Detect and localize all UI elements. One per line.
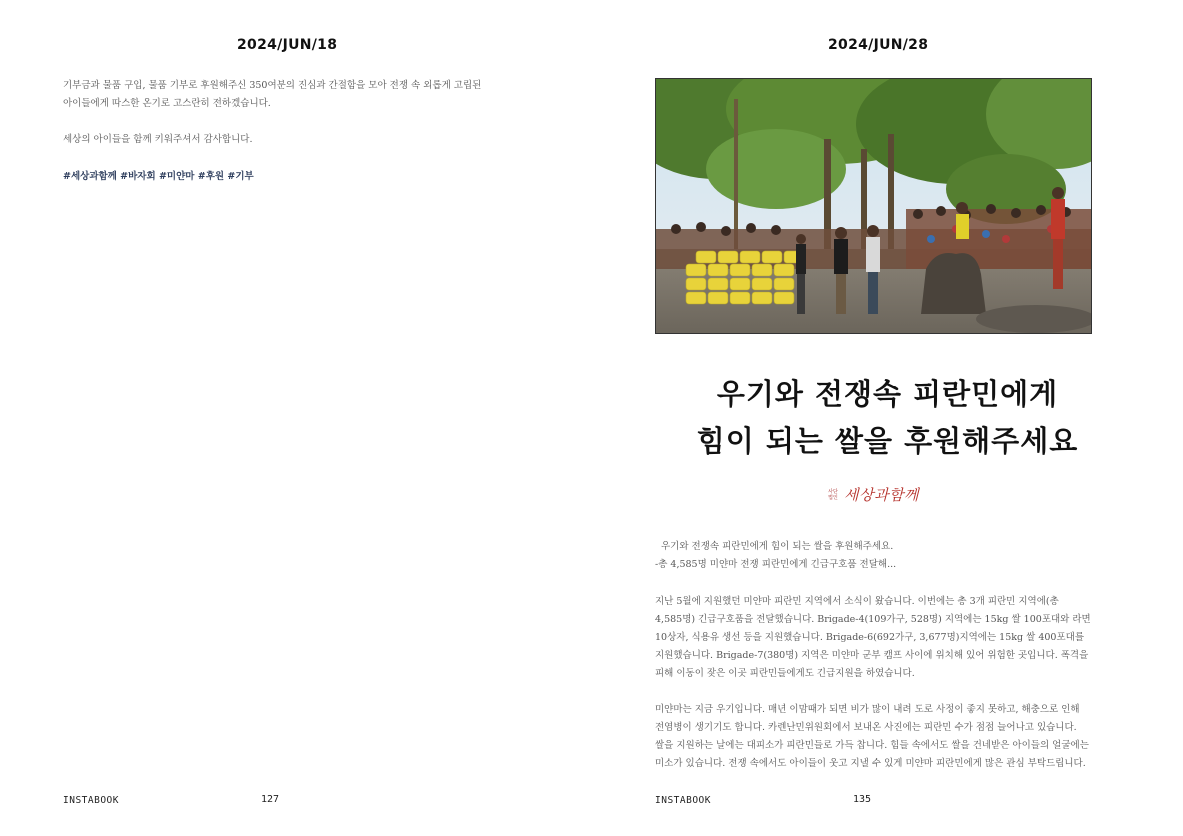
footer-brand: INSTABOOK [655, 795, 711, 806]
body-text: 4,585명) 긴급구호품을 전달했습니다. Brigade-4(109가구, 528명) 지역에는 15kg 쌀 100포대와 라면 [655, 614, 1091, 625]
headline: 우기와 전쟁속 피란민에게 [716, 377, 1059, 411]
relief-photo [655, 78, 1092, 334]
body-text: 쌀을 지원하는 날에는 대피소가 피란민들로 가득 찹니다. 힘들 속에서도 쌀을 건네받은 아이들의 얼굴에는 [655, 740, 1089, 751]
logo-small-text: 사단 법인 [828, 488, 838, 501]
page-date: 2024/JUN/28 [828, 37, 929, 53]
right-page [592, 0, 1183, 836]
left-page [0, 0, 591, 836]
footer-brand: INSTABOOK [63, 795, 119, 806]
hashtags[interactable]: #세상과함께 #바자회 #미얀마 #후원 #기부 [63, 171, 254, 182]
body-text: 기부금과 물품 구입, 물품 기부로 후원해주신 350여분의 진심과 간절함을 모아 전쟁 속 외롭게 고립된 [63, 80, 482, 91]
body-text: 미얀마는 지금 우기입니다. 매년 이맘때가 되면 비가 많이 내려 도로 사정이 좋지 못하고, 해충으로 인해 [655, 704, 1080, 715]
body-text: 피해 이동이 잦은 이곳 피란민들에게도 긴급지원을 하였습니다. [655, 668, 915, 679]
body-text: 전염병이 생기기도 합니다. 카렌난민위원회에서 보내온 사진에는 피란민 수가 점점 늘어나고 있습니다. [655, 722, 1077, 733]
page-date: 2024/JUN/18 [237, 37, 338, 53]
intro-text: -총 4,585명 미얀마 전쟁 피란민에게 긴급구호품 전달해... [655, 559, 897, 570]
intro-text: 우기와 전쟁속 피란민에게 힘이 되는 쌀을 후원해주세요. [661, 541, 894, 552]
organization-logo [828, 484, 919, 505]
page-number: 135 [853, 794, 872, 805]
page-number: 127 [261, 794, 280, 805]
body-text: 지원했습니다. Brigade-7(380명) 지역은 미얀마 군부 캠프 사이에 위치해 있어 위험한 곳입니다. 폭격을 [655, 650, 1089, 661]
body-text: 세상의 아이들을 함께 키워주셔서 감사합니다. [63, 134, 253, 145]
body-text: 지난 5월에 지원했던 미얀마 피란민 지역에서 소식이 왔습니다. 이번에는 총 3개 피란민 지역에(총 [655, 596, 1059, 607]
body-text: 미소가 있습니다. 전쟁 속에서도 아이들이 웃고 지낼 수 있게 미얀마 피란민에게 많은 관심 부탁드립니다. [655, 758, 1086, 769]
logo-main-text: 세상과함께 [844, 486, 919, 504]
headline: 힘이 되는 쌀을 후원해주세요 [696, 424, 1079, 458]
body-text: 아이들에게 따스한 온기로 고스란히 전하겠습니다. [63, 98, 271, 109]
body-text: 10상자, 식용유 생선 등을 지원했습니다. Brigade-6(692가구, 3,677명)지역에는 15kg 쌀 400포대를 [655, 632, 1084, 643]
